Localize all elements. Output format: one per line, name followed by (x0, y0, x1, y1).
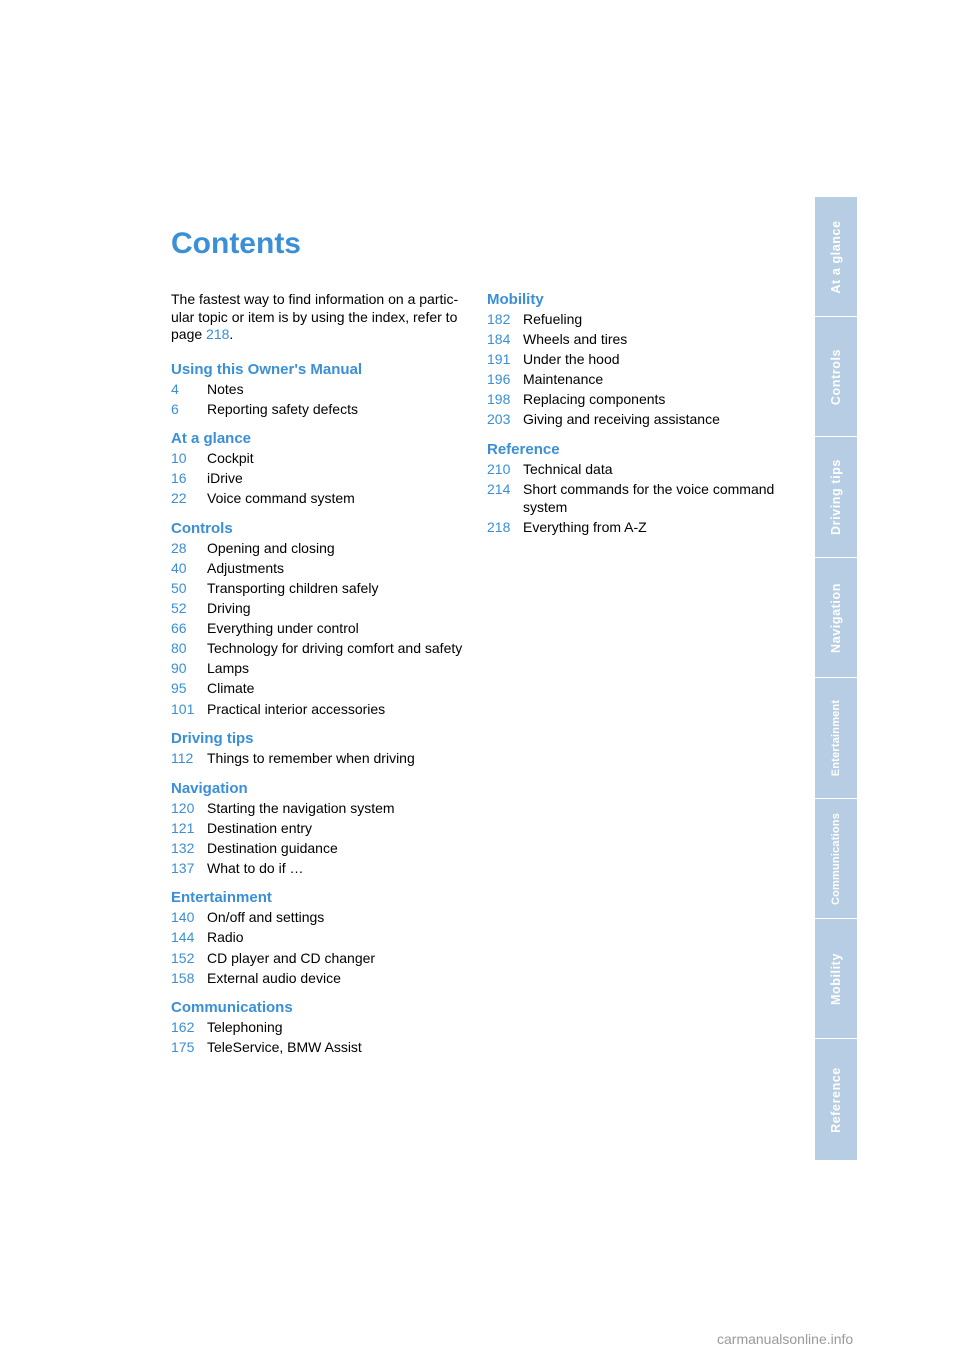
toc-entry-label: Lamps (207, 660, 250, 677)
toc-entry-label: Driving (207, 600, 251, 617)
toc-page-number[interactable]: 140 (171, 909, 195, 926)
sidebar-tab-mobility[interactable] (815, 919, 857, 1039)
page-title: Contents (171, 227, 301, 260)
toc-page-number[interactable]: 137 (171, 859, 195, 876)
toc-entry-label: External audio device (207, 969, 341, 986)
toc-page-number[interactable]: 6 (171, 400, 179, 417)
toc-entry[interactable] (171, 381, 467, 399)
toc-page-number[interactable]: 90 (171, 660, 187, 677)
toc-sections-right (487, 291, 783, 536)
toc-entry-label: Adjustments (207, 559, 285, 576)
chapter-sidebar (815, 197, 857, 1160)
section-title-at-a-glance: At a glance (171, 430, 252, 448)
toc-page-number[interactable]: 10 (171, 450, 187, 467)
toc-entry-label: Radio (207, 929, 244, 946)
sidebar-tab-label: Controls (829, 348, 843, 405)
sidebar-tab-label: At a glance (829, 219, 843, 294)
toc-entry[interactable] (487, 311, 783, 329)
toc-entry[interactable] (171, 820, 467, 838)
toc-page-number[interactable]: 158 (171, 969, 195, 986)
section-entries (171, 800, 467, 878)
toc-entry-label: Destination guidance (207, 839, 338, 856)
toc-entry[interactable] (487, 461, 783, 479)
section-title-reference: Reference (487, 440, 560, 458)
toc-entry-label: Under the hood (523, 351, 620, 368)
toc-entry[interactable] (171, 701, 467, 719)
toc-entry[interactable] (171, 450, 467, 468)
toc-entry-label: Opening and closing (207, 539, 335, 556)
toc-entry[interactable] (171, 929, 467, 947)
toc-entry-label: Starting the navigation system (207, 799, 395, 816)
toc-entry[interactable] (171, 580, 467, 598)
toc-entry-label: Refueling (523, 311, 583, 327)
toc-entry[interactable] (171, 860, 467, 878)
toc-entry[interactable] (487, 371, 783, 389)
toc-page-number[interactable]: 196 (487, 371, 511, 388)
sidebar-tab-label: Entertainment (830, 699, 842, 777)
toc-page-number[interactable]: 144 (171, 929, 195, 946)
section-title-using-this-owner-s-manual: Using this Owner's Manual (171, 360, 363, 378)
section-title-mobility: Mobility (487, 291, 544, 308)
sidebar-tab-label: Reference (829, 1066, 843, 1133)
toc-entry[interactable] (171, 1039, 467, 1057)
toc-entry[interactable] (171, 490, 467, 508)
toc-entry[interactable] (171, 620, 467, 638)
toc-entry-label: Cockpit (207, 450, 254, 467)
toc-page-number[interactable]: 50 (171, 579, 187, 596)
section-entries (171, 381, 467, 419)
toc-entry-label: Practical interior accessories (207, 700, 386, 717)
sidebar-tab-at-a-glance[interactable] (815, 197, 857, 317)
toc-page-number[interactable]: 218 (487, 518, 511, 535)
toc-entry-label: Voice command system (207, 490, 355, 507)
toc-entry[interactable] (487, 519, 783, 537)
intro-text-end: . (229, 326, 234, 342)
toc-entry-label: Technology for driving comfort and safety (207, 640, 463, 657)
toc-entry-label: iDrive (207, 470, 243, 487)
section-entries (171, 750, 467, 768)
toc-entry-label: TeleService, BMW Assist (207, 1039, 362, 1056)
toc-entry[interactable] (487, 391, 783, 409)
toc-page-number[interactable]: 162 (171, 1019, 195, 1036)
toc-entry[interactable] (171, 600, 467, 618)
toc-entry-label: Wheels and tires (523, 331, 628, 348)
intro-page-link[interactable]: 218 (206, 326, 230, 342)
section-title-navigation: Navigation (171, 779, 248, 797)
intro-paragraph (171, 291, 467, 344)
toc-page-number[interactable]: 214 (487, 481, 511, 498)
toc-entry-label: Everything under control (207, 620, 359, 637)
toc-page-number[interactable]: 40 (171, 559, 187, 576)
toc-entry[interactable] (171, 800, 467, 818)
section-entries (487, 311, 783, 429)
toc-page-number[interactable]: 52 (171, 600, 187, 617)
toc-right-column (487, 291, 783, 548)
toc-page-number[interactable]: 198 (487, 391, 511, 408)
section-title-entertainment: Entertainment (171, 889, 272, 907)
watermark: carmanualsonline.info (717, 1331, 854, 1347)
intro-text: The fastest way to find information on a partic-ular topic or item is by using the index, refer to page (171, 291, 459, 342)
toc-page-number[interactable]: 101 (171, 700, 195, 717)
section-entries (487, 461, 783, 536)
toc-entry-label: Telephoning (207, 1019, 283, 1036)
toc-entry-label: Reporting safety defects (207, 400, 358, 417)
toc-page-number[interactable]: 182 (487, 311, 511, 327)
toc-entry-label: Replacing components (523, 391, 666, 408)
sidebar-tab-entertainment[interactable] (815, 679, 857, 799)
sidebar-tab-label: Mobility (829, 952, 843, 1005)
toc-page-number[interactable]: 95 (171, 680, 187, 697)
sidebar-tab-reference[interactable] (815, 1040, 857, 1160)
toc-page-number[interactable]: 191 (487, 351, 511, 368)
toc-entry[interactable] (487, 351, 783, 369)
toc-entry[interactable] (171, 840, 467, 858)
section-title-driving-tips: Driving tips (171, 730, 254, 748)
section-title-communications: Communications (171, 999, 293, 1017)
toc-entry[interactable] (171, 970, 467, 988)
toc-entry-label: On/off and settings (207, 909, 325, 926)
toc-entry-label: Everything from A-Z (523, 518, 647, 535)
section-entries (171, 1019, 467, 1057)
toc-page-number[interactable]: 203 (487, 411, 511, 428)
toc-entry[interactable] (171, 1019, 467, 1037)
toc-entry[interactable] (171, 470, 467, 488)
toc-entry[interactable] (171, 560, 467, 578)
sidebar-tab-navigation[interactable] (815, 558, 857, 678)
toc-page-number[interactable]: 22 (171, 490, 187, 507)
toc-sections-left (171, 361, 467, 1057)
sidebar-tab-driving-tips[interactable] (815, 438, 857, 558)
toc-entry-label: Maintenance (523, 371, 604, 388)
toc-entry[interactable] (487, 411, 783, 429)
toc-page-number[interactable]: 210 (487, 460, 511, 477)
toc-entry-label: Giving and receiving assistance (523, 411, 720, 428)
section-entries (171, 909, 467, 987)
toc-page-number[interactable]: 152 (171, 949, 195, 966)
toc-page-number[interactable]: 132 (171, 839, 195, 856)
toc-page-number[interactable]: 175 (171, 1039, 195, 1056)
sidebar-tab-controls[interactable] (815, 317, 857, 437)
toc-entry[interactable] (171, 540, 467, 558)
toc-entry[interactable] (171, 660, 467, 678)
sidebar-tab-communications[interactable] (815, 799, 857, 919)
toc-entry-label: Notes (207, 380, 244, 397)
section-entries (171, 450, 467, 508)
toc-entry-label: Short commands for the voice command system (523, 481, 775, 515)
toc-left-column (171, 291, 467, 1069)
toc-page-number[interactable]: 4 (171, 380, 179, 397)
toc-entry-label: CD player and CD changer (207, 949, 376, 966)
toc-page-number[interactable]: 112 (171, 750, 194, 767)
toc-entry-label: Things to remember when driving (207, 750, 415, 767)
sidebar-tab-label: Navigation (829, 582, 843, 653)
sidebar-tab-label: Communications (830, 812, 842, 905)
toc-entry[interactable] (171, 640, 467, 658)
section-title-controls: Controls (171, 519, 233, 537)
toc-entry-label: Technical data (523, 460, 613, 477)
toc-entry-label: Destination entry (207, 819, 313, 836)
toc-entry[interactable] (171, 950, 467, 968)
toc-entry[interactable] (487, 481, 783, 516)
toc-entry[interactable] (487, 331, 783, 349)
section-entries (171, 540, 467, 718)
toc-page-number[interactable]: 80 (171, 640, 187, 657)
toc-entry[interactable] (171, 401, 467, 419)
toc-page-number[interactable]: 184 (487, 331, 511, 348)
toc-page-number[interactable]: 28 (171, 539, 187, 556)
toc-page-number[interactable]: 66 (171, 620, 187, 637)
toc-page-number[interactable]: 120 (171, 799, 195, 816)
toc-entry[interactable] (171, 909, 467, 927)
toc-entry[interactable] (171, 680, 467, 698)
toc-entry[interactable] (171, 750, 467, 768)
sidebar-tab-label: Driving tips (829, 459, 843, 536)
toc-entry-label: Transporting children safely (207, 579, 379, 596)
toc-page-number[interactable]: 121 (171, 819, 195, 836)
toc-entry-label: Climate (207, 680, 255, 697)
toc-entry-label: What to do if … (207, 859, 304, 876)
toc-page-number[interactable]: 16 (171, 470, 187, 487)
